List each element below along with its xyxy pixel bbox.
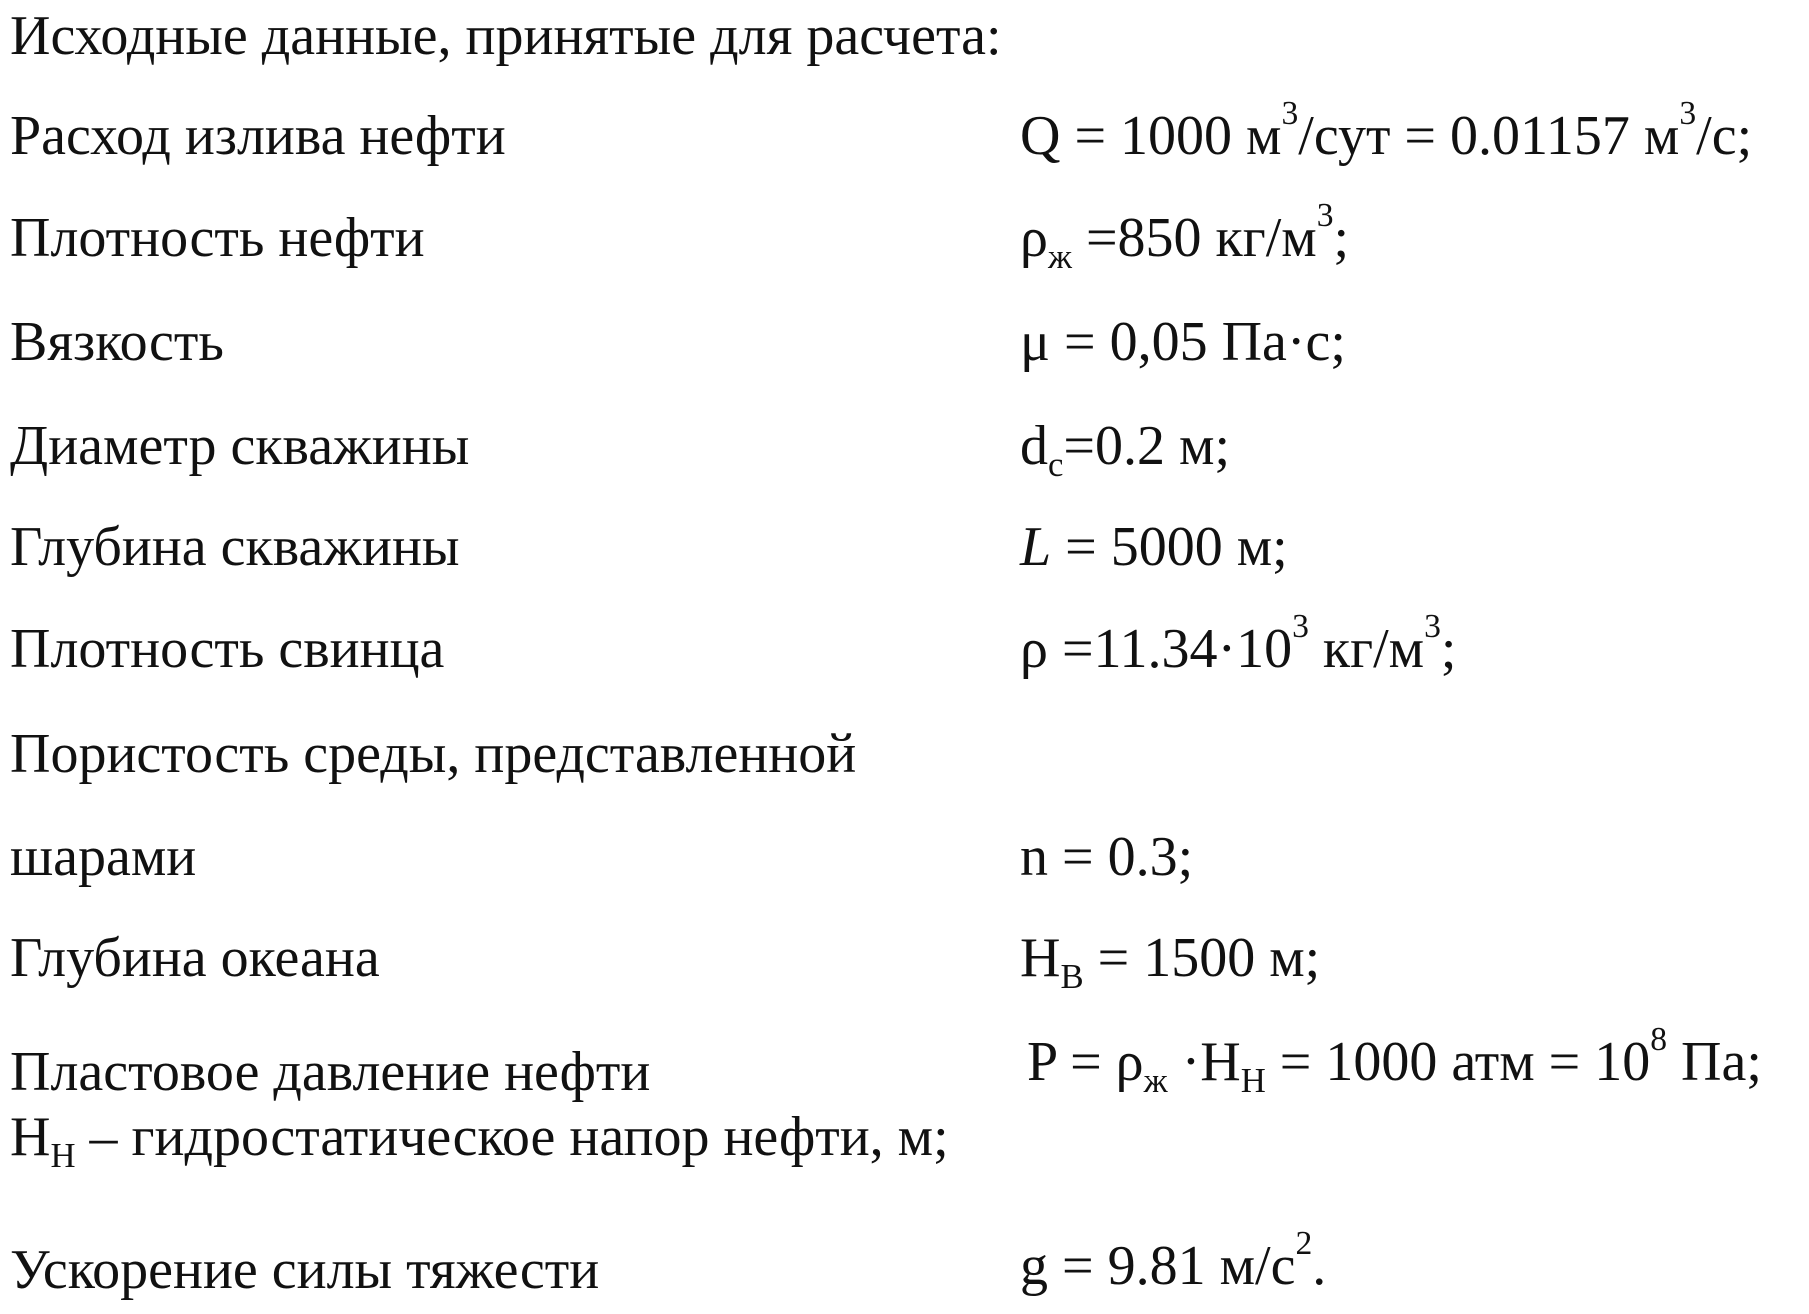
- oil-density-part: =850 кг/м: [1071, 207, 1317, 269]
- lead-density-sup: 3: [1424, 607, 1441, 645]
- lead-density-label: Плотность свинца: [10, 618, 445, 680]
- head-description: [10, 1105, 949, 1176]
- well-diameter-sub: c: [1048, 445, 1064, 485]
- flow-value: [1020, 94, 1753, 168]
- flow-label: Расход излива нефти: [10, 105, 506, 167]
- flow-value-part: Q = 1000 м: [1020, 105, 1282, 167]
- lead-density-part: ;: [1440, 618, 1457, 680]
- well-diameter-symbol: d: [1020, 415, 1048, 477]
- oil-density-symbol: ρ: [1020, 207, 1048, 269]
- pressure-sup: 8: [1650, 1020, 1668, 1058]
- ocean-depth-value: [1020, 926, 1321, 997]
- oil-density-value: [1020, 196, 1350, 277]
- viscosity-value: μ = 0,05 Па·с;: [1020, 311, 1346, 373]
- oil-density-label: Плотность нефти: [10, 207, 425, 269]
- pressure-value: [1027, 1020, 1762, 1101]
- lead-density-value: [1020, 607, 1457, 681]
- pressure-sub: ж: [1143, 1061, 1168, 1101]
- head-symbol: H: [10, 1106, 51, 1168]
- well-diameter-label: Диаметр скважины: [10, 415, 470, 477]
- well-depth-value: [1020, 515, 1288, 579]
- ocean-depth-part: = 1500 м;: [1083, 927, 1321, 989]
- pressure-label: Пластовое давление нефти: [10, 1041, 651, 1103]
- gravity-label: Ускорение силы тяжести: [10, 1239, 600, 1301]
- porosity-value: n = 0.3;: [1020, 826, 1194, 888]
- ocean-depth-symbol: H: [1020, 927, 1061, 989]
- pressure-part: = 1000 атм = 10: [1265, 1031, 1651, 1093]
- gravity-part: g = 9.81 м/с: [1020, 1235, 1296, 1297]
- flow-value-sup: 3: [1281, 94, 1299, 132]
- well-depth-part: = 5000 м;: [1051, 516, 1288, 578]
- well-diameter-part: =0.2 м;: [1063, 415, 1230, 477]
- pressure-sub: H: [1240, 1061, 1266, 1101]
- pressure-part: P = ρ: [1027, 1031, 1144, 1093]
- flow-value-sup: 3: [1679, 94, 1697, 132]
- well-diameter-value: [1020, 414, 1230, 485]
- gravity-value: [1020, 1224, 1327, 1298]
- porosity-label-line1: Пористость среды, представленной: [10, 723, 857, 785]
- head-sub: H: [50, 1136, 76, 1176]
- porosity-label-line2: шарами: [10, 826, 197, 888]
- gravity-part: .: [1312, 1235, 1327, 1297]
- oil-density-sub: ж: [1047, 237, 1072, 277]
- oil-density-sup: 3: [1316, 196, 1334, 234]
- pressure-part: Па;: [1667, 1031, 1762, 1093]
- head-text: – гидростатическое напор нефти, м;: [75, 1106, 949, 1168]
- lead-density-part: кг/м: [1308, 618, 1425, 680]
- heading: Исходные данные, принятые для расчета:: [10, 5, 1002, 67]
- gravity-sup: 2: [1295, 1224, 1313, 1262]
- pressure-part: ·H: [1167, 1031, 1241, 1093]
- viscosity-label: Вязкость: [10, 311, 224, 373]
- lead-density-sup: 3: [1292, 607, 1309, 645]
- ocean-depth-label: Глубина океана: [10, 927, 380, 989]
- flow-value-part: /с;: [1696, 105, 1753, 167]
- well-depth-label: Глубина скважины: [10, 516, 460, 578]
- oil-density-part: ;: [1333, 207, 1350, 269]
- lead-density-part: ρ =11.34·10: [1020, 618, 1293, 680]
- well-depth-symbol: L: [1020, 516, 1052, 578]
- flow-value-part: /сут = 0.01157 м: [1298, 105, 1680, 167]
- ocean-depth-sub: B: [1060, 957, 1084, 997]
